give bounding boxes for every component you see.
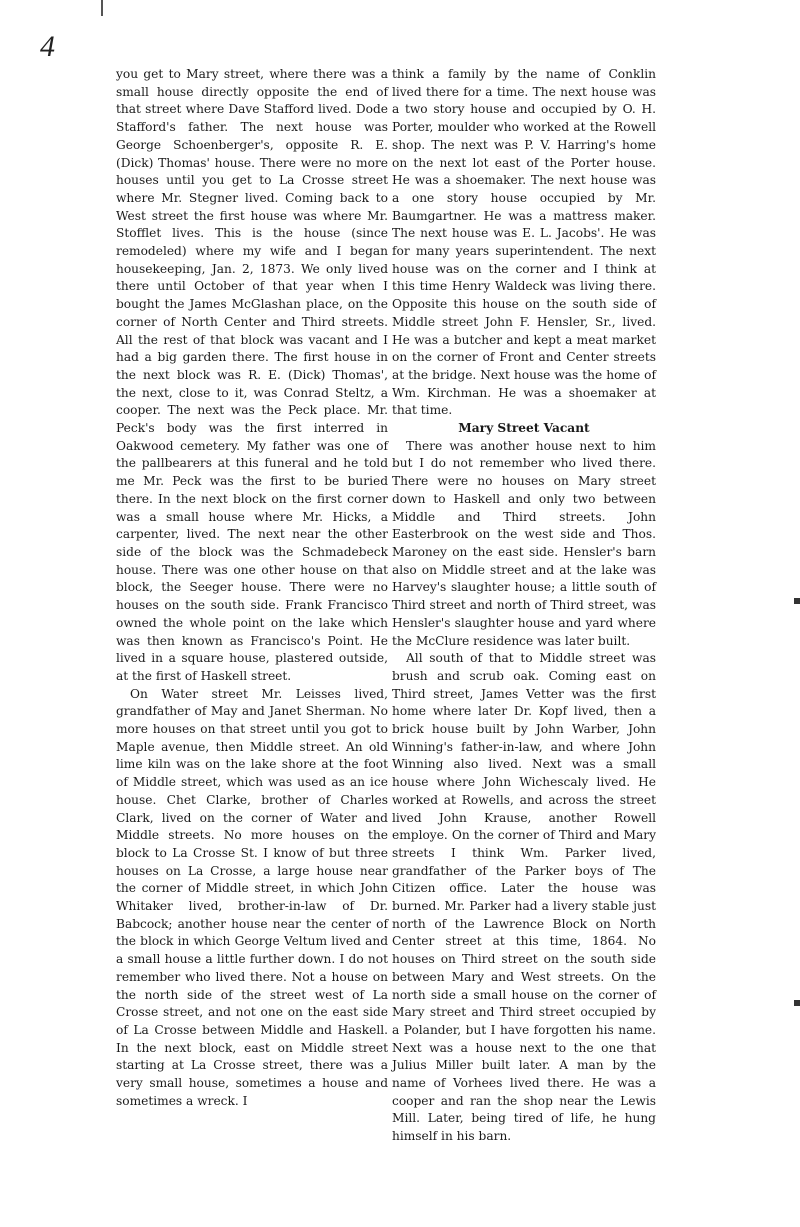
scan-edge-mark xyxy=(101,0,103,16)
paragraph: There was another house next to him but I do not remember who lived there. There were no houses on Mary street down to Haskell and only two between Middle and Third streets. John Easterbrook on the west side and Thos. Maroney on the east side. Hensler's barn also on Middle street and at the lake was Harvey's slaughter house; a little south of Third street and north of Third street, was Hensler's slaughter house and yard where the McClure residence was later built. xyxy=(392,438,656,648)
scan-edge-mark xyxy=(794,1000,800,1006)
paragraph: you get to Mary street, where there was a small house directly opposite the end of that street where Dave Stafford lived. Dode Stafford's father. The next house was George Schoenberger's, opposite R. E. (Dick) Thomas' house. There were no more houses until you get to La Crosse street where Mr. Stegner lived. Coming back to West street the first house was where Mr. Stofflet lives. This is the house (since remodeled) where my wife and I began housekeeping, Jan. 2, 1873. We only lived there until October of that year when I bought the James McGlashan place, on the corner of North Center and Third streets. All the rest of that block was vacant and I had a big garden there. The first house in the next block was R. E. (Dick) Thomas', the next, close to it, was Conrad Steltz, a cooper. The next was the Peck place. Mr. Peck's body was the first interred in Oakwood cemetery. My father was one of the pallbearers at this funeral and he told me Mr. Peck was the first to be buried there. In the next block on the first corner was a small house where Mr. Hicks, a carpenter, lived. The next near the other side of the block was the Schmadebeck house. There was one other house on that block, the Seeger house. There were no houses on the south side. Frank Francisco owned the whole point on the lake which was then known as Francisco's Point. He lived in a square house, plastered outside, at the first of Haskell street. xyxy=(116,67,388,683)
section-heading: Mary Street Vacant xyxy=(458,421,590,436)
left-column xyxy=(116,66,388,1110)
right-column xyxy=(392,66,656,1146)
scan-edge-mark xyxy=(794,598,800,604)
paragraph: think a family by the name of Conklin lived there for a time. The next house was a two story house and occupied by O. H. Porter, moulder who worked at the Rowell shop. The next was P. V. Harring's home on the next lot east of the Porter house. He was a shoemaker. The next house was a one story house occupied by Mr. Baumgartner. He was a mattress maker. The next house was E. L. Jacobs'. He was for many years superintendent. The next house was on the corner and I think at this time Henry Waldeck was living there. Opposite this house on the south side of Middle street John F. Hensler, Sr., lived. He was a butcher and kept a meat market on the corner of Front and Center streets at the bridge. Next house was the home of Wm. Kirchman. He was a shoemaker at that time. xyxy=(392,67,656,418)
page-number: 4 xyxy=(40,30,55,63)
paragraph: All south of that to Middle street was brush and scrub oak. Coming east on Third street, James Vetter was the first home where later Dr. Kopf lived, then a brick house built by John Warber, John Winning's father-in-law, and where John Winning also lived. Next was a small house where John Wichescaly lived. He worked at Rowells, and across the street lived John Krause, another Rowell employe. On the corner of Third and Mary streets I think Wm. Parker lived, grandfather of the Parker boys of The Citizen office. Later the house was burned. Mr. Parker had a livery stable just north of the Lawrence Block on North Center street at this time, 1864. No houses on Third street on the south side between Mary and West streets. On the north side a small house on the corner of Mary street and Third street occupied by a Polander, but I have forgotten his name. Next was a house next to the one that Julius Miller built later. A man by the name of Vorhees lived there. He was a cooper and ran the shop near the Lewis Mill. Later, being tired of life, he hung himself in his barn. xyxy=(392,651,656,1144)
paragraph: On Water street Mr. Leisses lived, grandfather of May and Janet Sherman. No more houses on that street until you got to Maple avenue, then Middle street. An old lime kiln was on the lake shore at the foot of Middle street, which was used as an ice house. Chet Clarke, brother of Charles Clark, lived on the corner of Water and Middle streets. No more houses on the block to La Crosse St. I know of but three houses on La Crosse, a large house near the corner of Middle street, in which John Whitaker lived, brother-in-law of Dr. Babcock; another house near the center of the block in which George Veltum lived and a small house a little further down. I do not remember who lived there. Not a house on the north side of the street west of La Crosse street, and not one on the east side of La Crosse between Middle and Haskell. In the next block, east on Middle street starting at La Crosse street, there was a very small house, sometimes a house and sometimes a wreck. I xyxy=(116,686,388,1108)
